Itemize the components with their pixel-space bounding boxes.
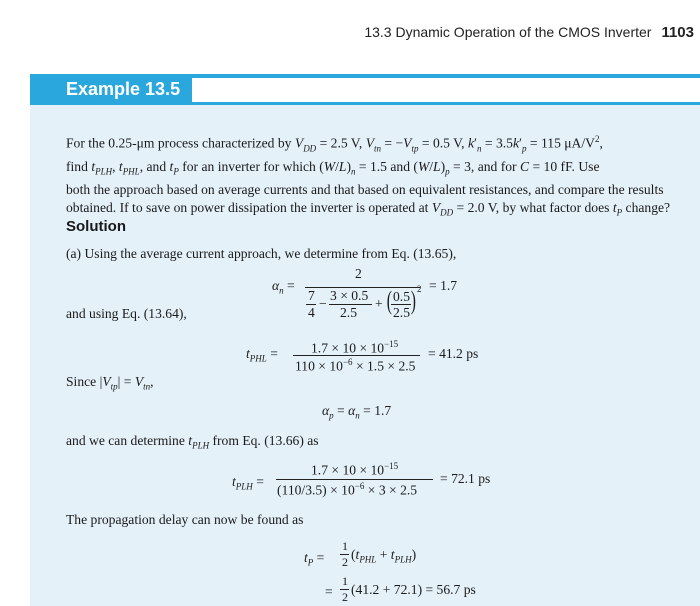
problem-statement: For the 0.25-μm process characterized by $V_{DD} = 2.5$ V, $V_{tn} = -V_{tp} = 0.5$ V, $k'_n = 3.5k'_p = 115$ $\mu A/V^2$, find $t_{PLH}$, $t_{PHL}$, and $t_P$ for an inverter for which $(W/L)_n = 1.5$ and $(W/L)_p = 3$, and for C = 10 fF. Use both the approach based on average currents and that based on equivalent resistances, and compare the results obtained. If to save on power dissipation the inverter is operated at $V_{DD} = 2.0$ V, by what factor does $t_P$ change? bbox=[66, 134, 671, 218]
part-a-intro: (a) Using the average current approach, we determine from Eq. (13.65), bbox=[66, 246, 457, 261]
section-title: 13.3 Dynamic Operation of the CMOS Inverter bbox=[364, 24, 652, 40]
alpha-p-equation: $\alpha_p = \alpha_n = 1.7$ bbox=[322, 403, 392, 421]
example-banner-box bbox=[192, 78, 700, 102]
since-text: Since $|V_{tp}| = V_{tn}$, bbox=[66, 374, 154, 392]
using-eq-text: and using Eq. (13.64), bbox=[66, 306, 187, 321]
example-title: Example 13.5 bbox=[66, 79, 181, 99]
solution-heading: Solution bbox=[66, 218, 126, 235]
running-header bbox=[364, 24, 694, 41]
determine-text: and we can determine $t_{PLH}$ from Eq. (13.66) as bbox=[66, 433, 319, 451]
prop-delay-text: The propagation delay can now be found as bbox=[66, 512, 304, 527]
page-number: 1103 bbox=[661, 24, 694, 41]
